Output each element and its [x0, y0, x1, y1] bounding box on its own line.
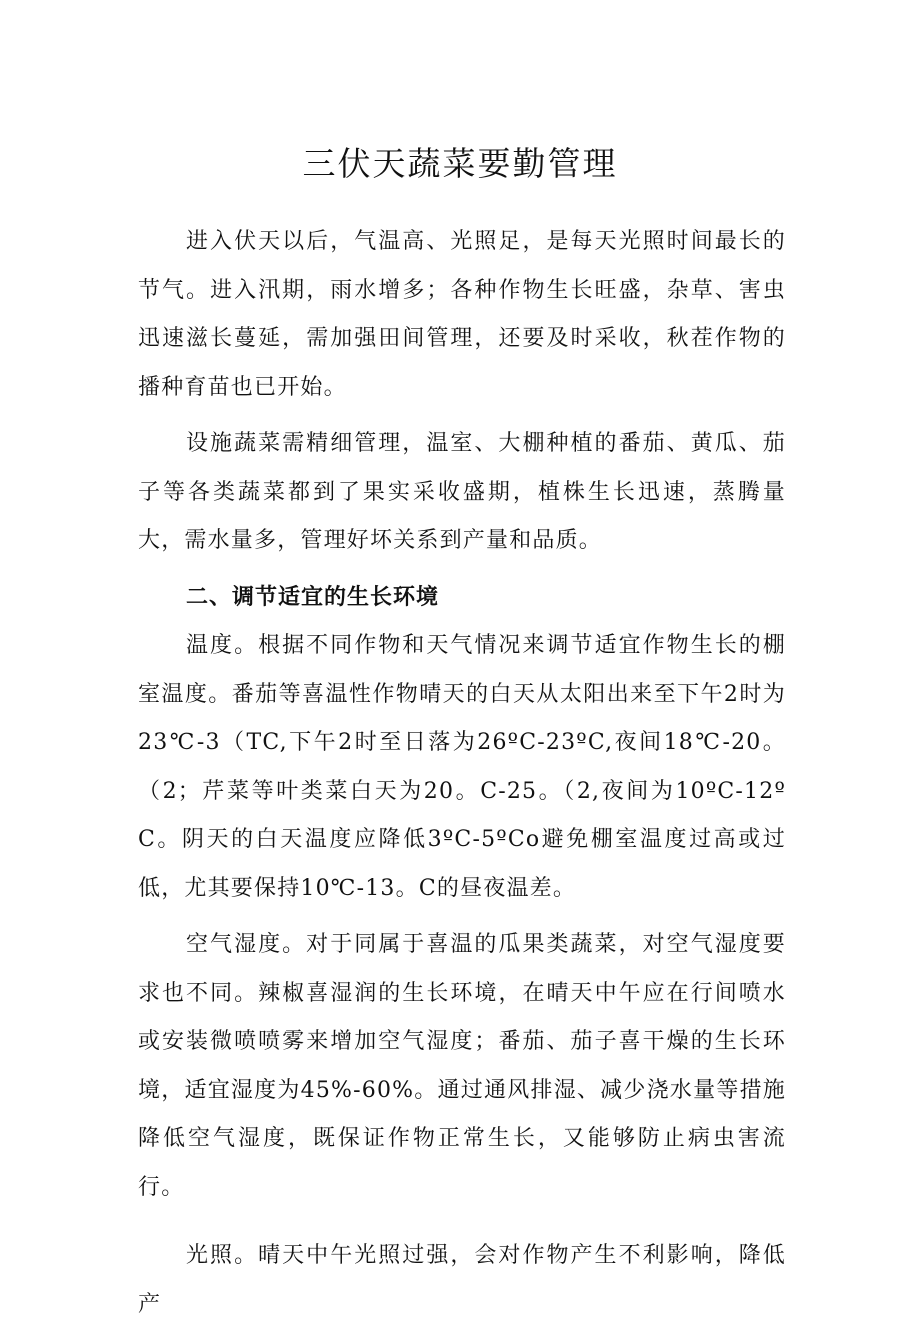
document-body — [138, 218, 786, 1329]
paragraph-spacer — [138, 1212, 786, 1232]
paragraph-humidity: 空气湿度。对于同属于喜温的瓜果类蔬菜，对空气湿度要求也不同。辣椒喜湿润的生长环境，在晴天中午应在行间喷水或安装微喷喷雾来增加空气湿度；番茄、茄子喜干燥的生长环境，适宜湿度为45%-60%。通过通风排湿、减少浇水量等措施降低空气湿度，既保证作物正常生长，又能够防止病虫害流行。 — [138, 932, 786, 1200]
paragraph-spacer — [138, 566, 786, 574]
document-title: 三伏天蔬菜要勤管理 — [302, 144, 618, 183]
paragraph-light: 光照。晴天中午光照过强，会对作物产生不利影响，降低产 — [138, 1243, 786, 1317]
paragraph-facility: 设施蔬菜需精细管理，温室、大棚种植的番茄、黄瓜、茄子等各类蔬菜都到了果实采收盛期，植株生长迅速，蒸腾量大，需水量多，管理好坏关系到产量和品质。 — [138, 431, 786, 553]
section-heading: 二、调节适宜的生长环境 — [186, 584, 440, 610]
paragraph-spacer — [138, 913, 786, 921]
paragraph-intro: 进入伏天以后，气温高、光照足，是每天光照时间最长的节气。进入汛期，雨水增多；各种作物生长旺盛，杂草、害虫迅速滋长蔓延，需加强田间管理，还要及时采收，秋茬作物的播种育苗也已开始。 — [138, 229, 786, 400]
paragraph-temperature: 温度。根据不同作物和天气情况来调节适宜作物生长的棚室温度。番茄等喜温性作物晴天的白天从太阳出来至下午2时为23℃-3（TC,下午2时至日落为26ºC-23ºC,夜间18℃-20。（2；芹菜等叶类菜白天为20。C-25。（2,夜间为10ºC-12ºC。阴天的白天温度应降低3ºC-5ºCo避免棚室温度过高或过低，尤其要保持10℃-13。C的昼夜温差。 — [138, 633, 786, 901]
paragraph-spacer — [138, 412, 786, 420]
